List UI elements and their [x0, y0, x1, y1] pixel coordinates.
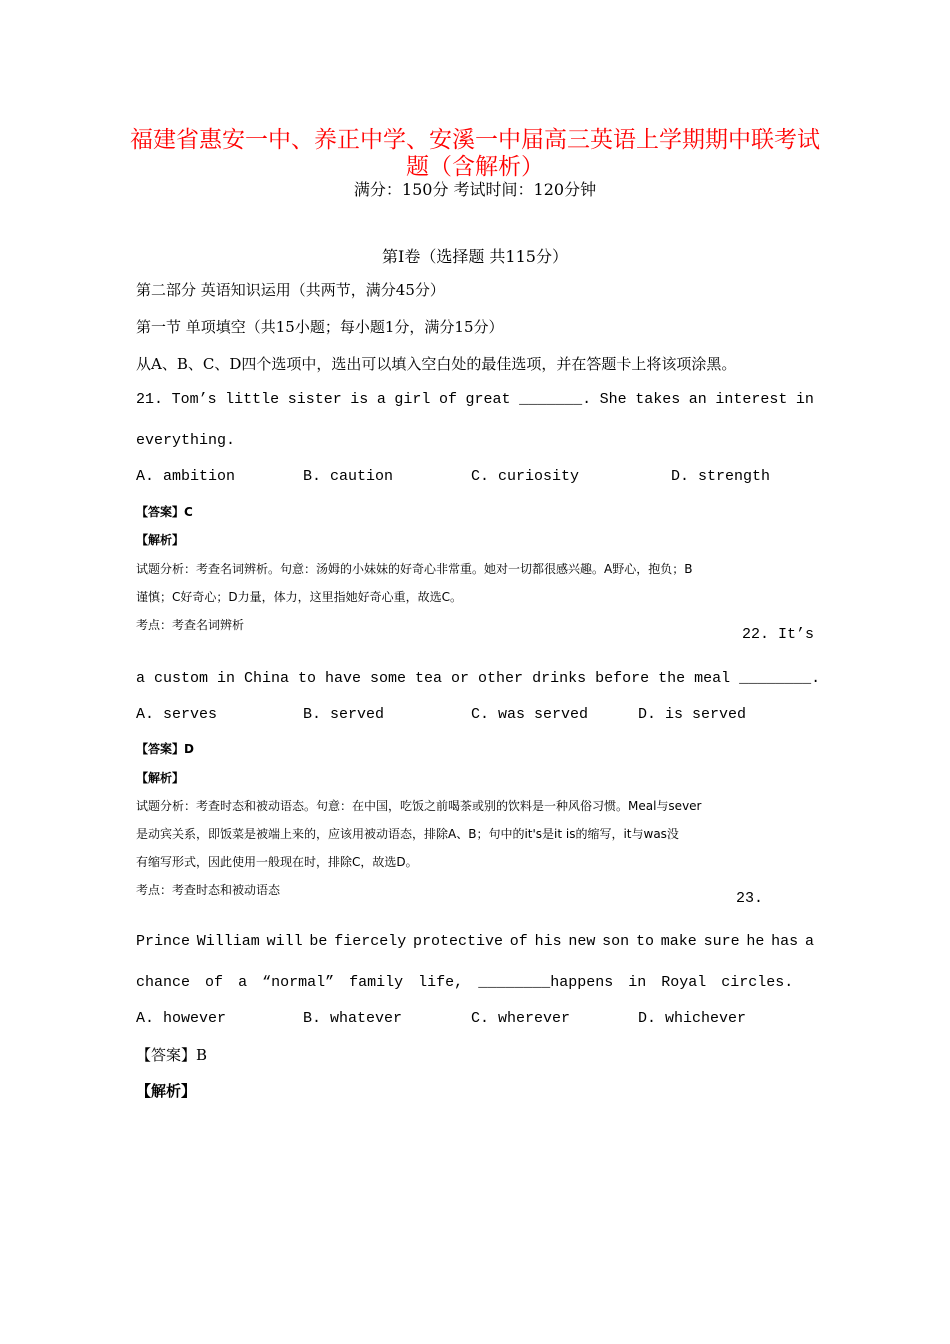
- question-21-line2: everything.: [136, 432, 236, 449]
- word: little: [225, 391, 280, 408]
- question-22-number: 22. It’s: [741, 626, 814, 643]
- word: life,: [418, 974, 464, 991]
- option-a: A. serves: [136, 706, 218, 723]
- question-21-line1: [136, 391, 814, 408]
- word: sure: [703, 933, 740, 950]
- volume-heading: 第Ⅰ卷（选择题 共115分）: [382, 247, 568, 266]
- word: will: [266, 933, 303, 950]
- doc-title-line1: 福建省惠安一中、养正中学、安溪一中届高三英语上学期期中联考试: [130, 127, 820, 153]
- word: William: [196, 933, 260, 950]
- answer-label: 【答案】D: [136, 742, 194, 756]
- word: make: [660, 933, 697, 950]
- score-time: 满分：150分 考试时间：120分钟: [353, 180, 597, 199]
- option-d: D. strength: [671, 468, 771, 485]
- word: a: [804, 933, 814, 950]
- word: “normal”: [262, 974, 335, 991]
- word: in: [628, 974, 647, 991]
- analysis-text: 是动宾关系，即饭菜是被端上来的，应该用被动语态，排除A、B；句中的it's是it is的缩写，it与was没: [136, 827, 679, 841]
- word: new: [568, 933, 596, 950]
- word: be: [309, 933, 328, 950]
- option-a: A. ambition: [136, 468, 236, 485]
- word: an: [688, 391, 707, 408]
- option-a: A. however: [136, 1010, 227, 1027]
- word: sister: [287, 391, 342, 408]
- analysis-text: 试题分析：考查名词辨析。句意：汤姆的小妹妹的好奇心非常重。她对一切都很感兴趣。A野心，抱负；B: [136, 562, 693, 576]
- word: in: [795, 391, 814, 408]
- option-c: C. wherever: [471, 1010, 571, 1027]
- section-heading: 第一节 单项填空（共15小题；每小题1分，满分15分）: [136, 318, 504, 336]
- analysis-label: 【解析】: [136, 533, 185, 547]
- question-23-number: 23.: [736, 890, 764, 907]
- word: Tom’s: [171, 391, 217, 408]
- word: his: [534, 933, 562, 950]
- word: of: [438, 391, 457, 408]
- word: a: [238, 974, 248, 991]
- word: to: [635, 933, 654, 950]
- word: fiercely: [334, 933, 407, 950]
- word: 21.: [136, 391, 164, 408]
- option-d: D. whichever: [638, 1010, 747, 1027]
- option-d: D. is served: [638, 706, 747, 723]
- answer-label: 【答案】C: [136, 505, 193, 519]
- option-b: B. whatever: [303, 1010, 403, 1027]
- word: takes: [635, 391, 681, 408]
- word: he: [746, 933, 765, 950]
- word: has: [771, 933, 799, 950]
- doc-title-line2: 题（含解析）: [406, 154, 544, 180]
- question-23-line2: [136, 974, 793, 991]
- word: Royal: [661, 974, 707, 991]
- analysis-text: 谨慎；C好奇心；D力量，体力，这里指她好奇心重，故选C。: [136, 590, 463, 604]
- analysis-label: 【解析】: [136, 1082, 197, 1100]
- knowledge-point: 考点：考查名词辨析: [136, 618, 245, 632]
- knowledge-point: 考点：考查时态和被动语态: [136, 883, 281, 897]
- word: family: [349, 974, 404, 991]
- word: is: [350, 391, 369, 408]
- instruction-text: 从A、B、C、D四个选项中，选出可以填入空白处的最佳选项，并在答题卡上将该项涂黑。: [136, 355, 737, 373]
- word: protective: [412, 933, 503, 950]
- analysis-text: 试题分析：考查时态和被动语态。句意：在中国，吃饭之前喝茶或别的饮料是一种风俗习惯。Meal与sever: [136, 799, 702, 813]
- part-heading: 第二部分 英语知识运用（共两节，满分45分）: [136, 281, 445, 299]
- word: Prince: [136, 933, 191, 950]
- word: circles.: [721, 974, 794, 991]
- word: girl: [394, 391, 431, 408]
- word: of: [509, 933, 528, 950]
- word: ________happens: [478, 974, 614, 991]
- option-c: C. curiosity: [471, 468, 580, 485]
- question-22-text: a custom in China to have some tea or other drinks before the meal ________.: [136, 670, 821, 687]
- analysis-label: 【解析】: [136, 771, 185, 785]
- question-23-line1: [136, 933, 814, 950]
- option-b: B. caution: [303, 468, 394, 485]
- word: of: [205, 974, 224, 991]
- option-c: C. was served: [471, 706, 589, 723]
- word: interest: [715, 391, 788, 408]
- answer-label: 【答案】B: [136, 1046, 208, 1064]
- option-b: B. served: [303, 706, 385, 723]
- word: She: [599, 391, 627, 408]
- word: son: [602, 933, 630, 950]
- word: great: [465, 391, 511, 408]
- word: chance: [136, 974, 191, 991]
- word: a: [376, 391, 386, 408]
- word: _______.: [519, 391, 592, 408]
- analysis-text: 有缩写形式，因此使用一般现在时，排除C，故选D。: [136, 855, 418, 869]
